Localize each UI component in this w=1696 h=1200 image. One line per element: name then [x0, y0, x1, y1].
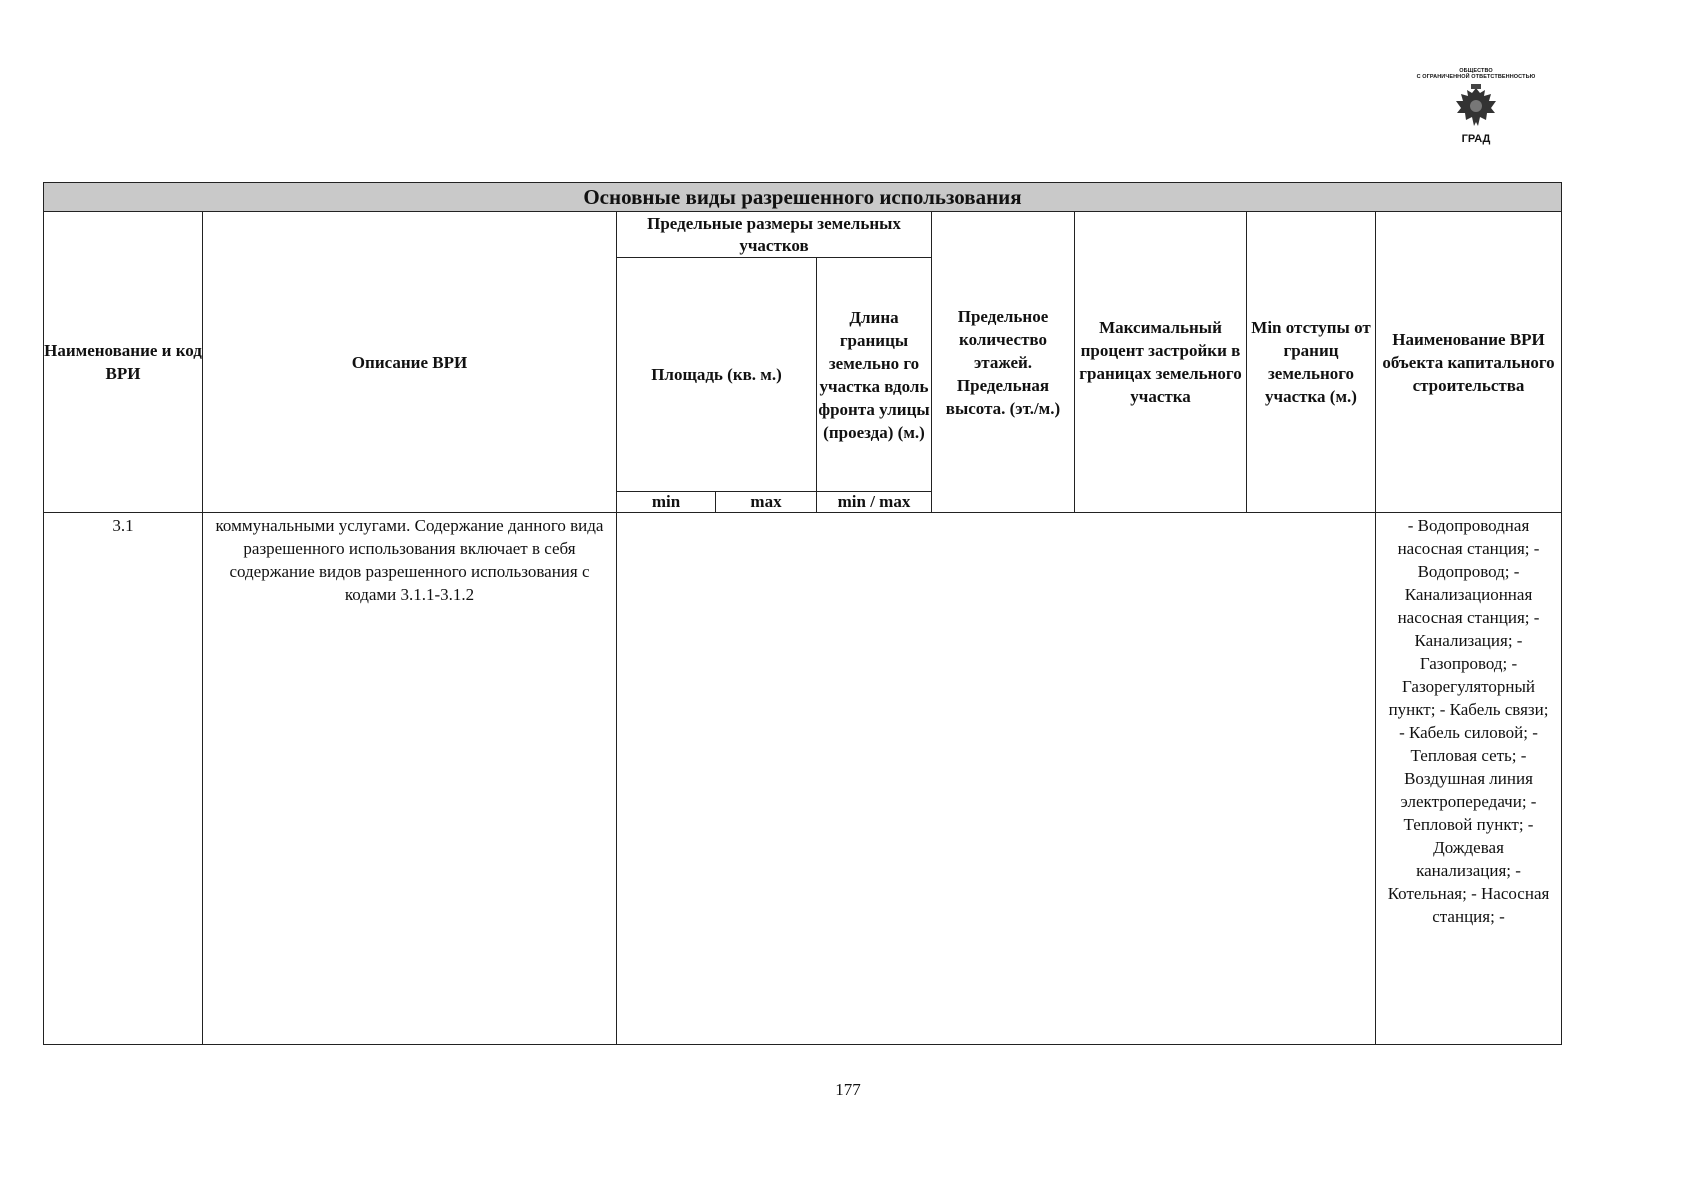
page-number: 177 — [835, 1080, 861, 1099]
header-area-min: min — [617, 492, 716, 513]
header-frontage: Длина границы земельно го участка вдоль фронта улицы (проезда) (м.) — [817, 258, 932, 492]
permitted-use-table — [43, 182, 1562, 1045]
header-area: Площадь (кв. м.) — [617, 258, 817, 492]
header-floors: Предельное количество этажей. Предельная высота. (эт./м.) — [932, 212, 1075, 513]
header-setbacks: Min отступы от границ земельного участка (м.) — [1247, 212, 1376, 513]
header-name-code: Наименование и код ВРИ — [44, 212, 203, 513]
company-logo — [1396, 68, 1556, 154]
logo-line-2: С ОГРАНИЧЕННОЙ ОТВЕТСТВЕННОСТЬЮ — [1416, 74, 1536, 80]
header-description: Описание ВРИ — [203, 212, 617, 513]
header-area-max: max — [716, 492, 817, 513]
table-row — [44, 513, 1562, 1045]
header-limit-sizes: Предельные размеры земельных участков — [617, 212, 932, 258]
logo-name: ГРАД — [1461, 133, 1491, 145]
cell-parameters-empty — [617, 513, 1376, 1045]
cell-code: 3.1 — [44, 513, 203, 1045]
table-title: Основные виды разрешенного использования — [44, 183, 1562, 212]
header-frontage-minmax: min / max — [817, 492, 932, 513]
eagle-emblem-icon — [1451, 82, 1501, 132]
header-capital-objects: Наименование ВРИ объекта капитального строительства — [1376, 212, 1562, 513]
cell-capital-objects: - Водопроводная насосная станция; - Водопровод; - Канализационная насосная станция; - Канализация; - Газопровод; - Газорегуляторный пункт; - Кабель связи; - Кабель силовой; - Тепловая сеть; - Воздушная линия электропередачи; - Тепловой пункт; - Дождевая канализация; - Котельная; - Насосная станция; - — [1376, 513, 1562, 1045]
logo-line-1: ОБЩЕСТВО — [1459, 68, 1493, 74]
cell-description: коммунальными услугами. Содержание данного вида разрешенного использования включает в себя содержание видов разрешенного использования с кодами 3.1.1-3.1.2 — [203, 513, 617, 1045]
header-build-percent: Максимальный процент застройки в границах земельного участка — [1075, 212, 1247, 513]
